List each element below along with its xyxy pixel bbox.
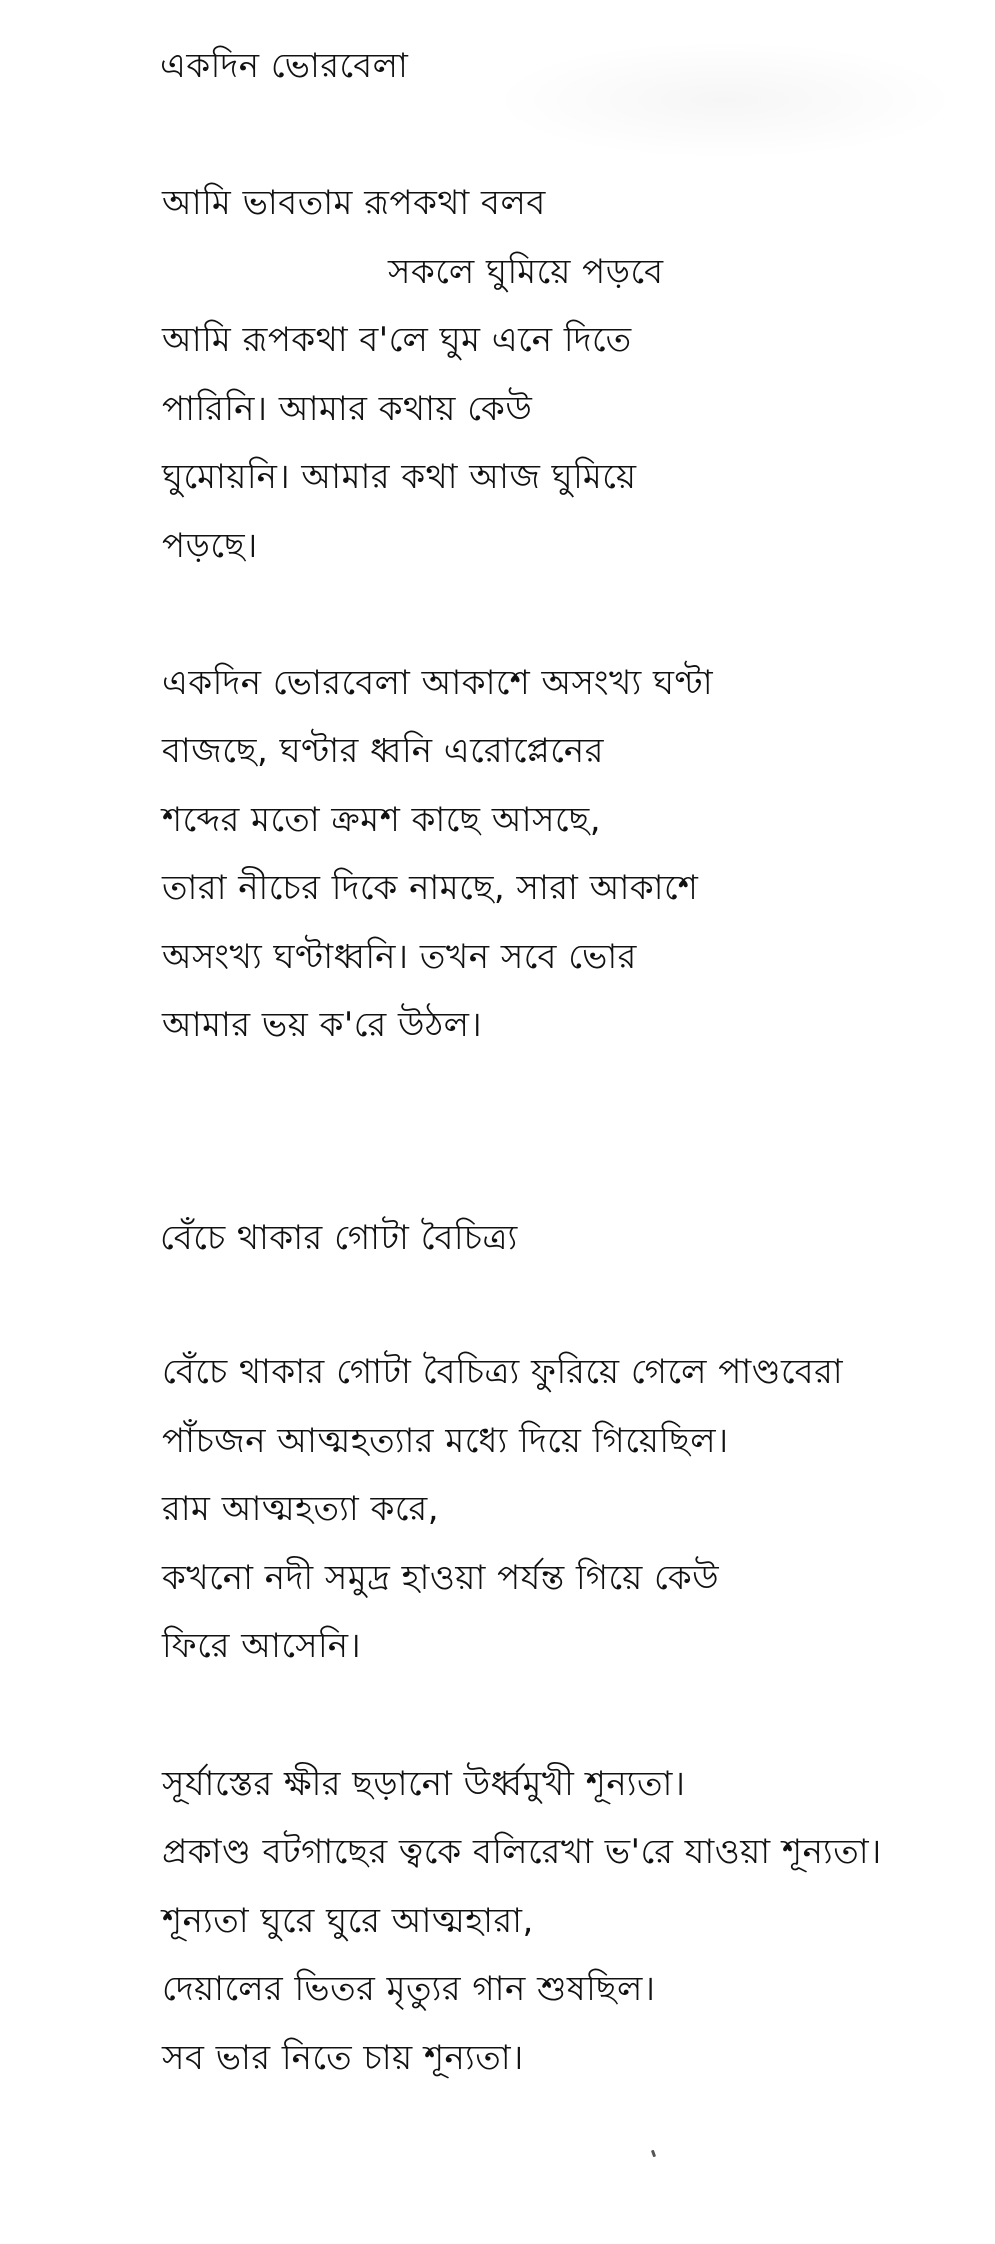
ink-speck [651, 2150, 656, 2158]
poem-line: পারিনি। আমার কথায় কেউ [162, 389, 533, 429]
poem-line: ফিরে আসেনি। [162, 1626, 362, 1666]
poem-line: সূর্যাস্তের ক্ষীর ছড়ানো উর্ধ্বমুখী শূন্যতা। [162, 1764, 686, 1804]
poem-line: পড়ছে। [162, 526, 258, 566]
poem-line: আমার ভয় ক'রে উঠল। [162, 1005, 483, 1045]
poem-line: পাঁচজন আত্মহত্যার মধ্যে দিয়ে গিয়েছিল। [162, 1421, 729, 1461]
poem-line: শব্দের মতো ক্রমশ কাছে আসছে, [162, 800, 602, 840]
poem-line: তারা নীচের দিকে নামছে, সারা আকাশে [162, 868, 699, 908]
paper-bleed-through [490, 40, 960, 160]
poem-line: আমি রূপকথা ব'লে ঘুম এনে দিতে [162, 320, 632, 360]
poem-line: রাম আত্মহত্যা করে, [162, 1489, 440, 1529]
poem-line: একদিন ভোরবেলা আকাশে অসংখ্য ঘণ্টা [162, 663, 714, 703]
poem-line: আমি ভাবতাম রূপকথা বলব [162, 183, 546, 223]
poem-line: ঘুমোয়নি। আমার কথা আজ ঘুমিয়ে [162, 457, 637, 497]
poem-title: বেঁচে থাকার গোটা বৈচিত্র্য [160, 1218, 518, 1258]
poem-line: বেঁচে থাকার গোটা বৈচিত্র্য ফুরিয়ে গেলে পাণ্ডবেরা [162, 1352, 844, 1392]
poem-line: সকলে ঘুমিয়ে পড়বে [388, 252, 664, 292]
poem-title: একদিন ভোরবেলা [160, 46, 409, 86]
poem-line: দেয়ালের ভিতর মৃত্যুর গান শুষছিল। [162, 1969, 656, 2009]
poem-line: অসংখ্য ঘণ্টাধ্বনি। তখন সবে ভোর [162, 937, 637, 977]
poem-line: শূন্যতা ঘুরে ঘুরে আত্মহারা, [162, 1901, 534, 1941]
poem-line: কখনো নদী সমুদ্র হাওয়া পর্যন্ত গিয়ে কেউ [162, 1558, 720, 1598]
poem-line: প্রকাণ্ড বটগাছের ত্বকে বলিরেখা ভ'রে যাওয়া শূন্যতা। [162, 1832, 882, 1872]
poem-line: বাজছে, ঘণ্টার ধ্বনি এরোপ্লেনের [162, 731, 604, 771]
poem-line: সব ভার নিতে চায় শূন্যতা। [162, 2038, 524, 2078]
